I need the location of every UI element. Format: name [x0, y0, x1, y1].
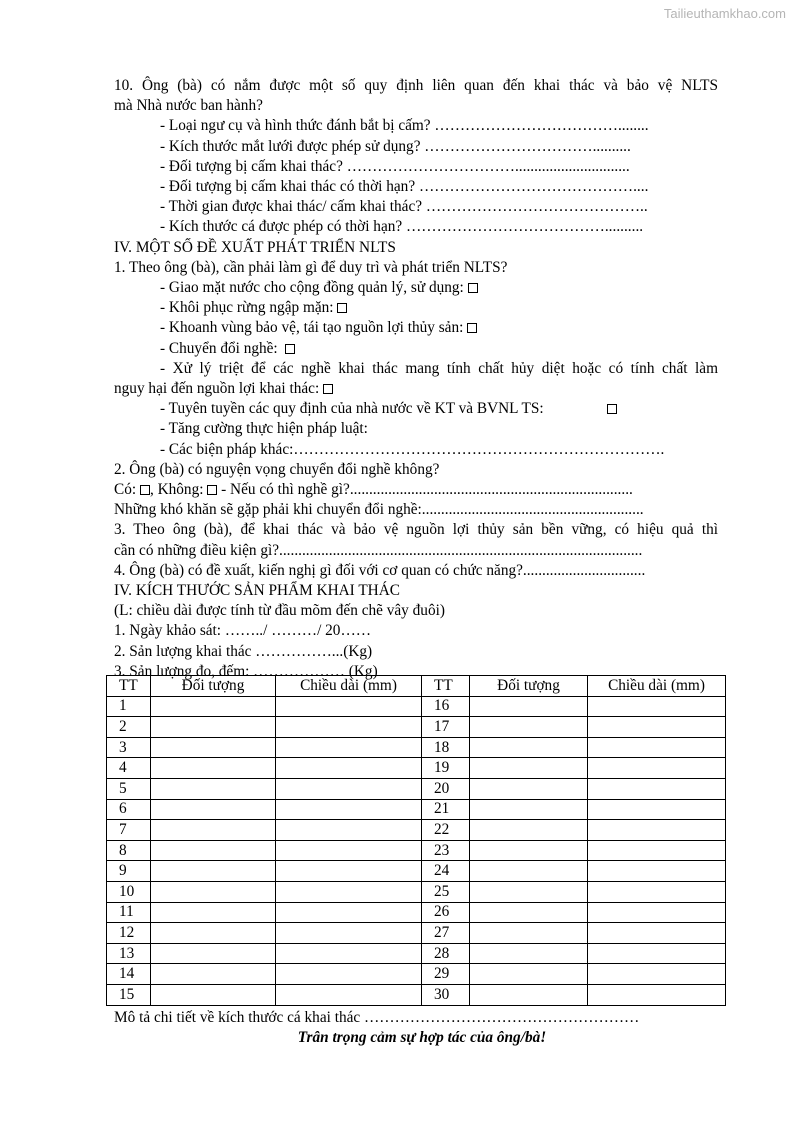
length-cell[interactable] [276, 717, 422, 738]
species-cell[interactable] [151, 717, 276, 738]
questionnaire-body [114, 76, 718, 682]
row-number-cell: 9 [107, 861, 151, 882]
table-row [107, 799, 726, 820]
option-label: - Tuyên tuyền các quy định của nhà nước về KT và BVNL TS: [160, 400, 544, 418]
table-row [107, 902, 726, 923]
species-cell[interactable] [470, 984, 588, 1005]
s5-catch: 2. Sản lượng khai thác ……………...(Kg) [114, 642, 373, 660]
length-cell[interactable] [588, 923, 726, 944]
col-header: TT [107, 676, 151, 697]
length-cell[interactable] [276, 861, 422, 882]
table-row [107, 861, 726, 882]
col-header: Đối tượng [151, 676, 276, 697]
row-number-cell: 21 [422, 799, 470, 820]
s5-measured: 3. Sản lượng đo, đếm: ……………… (Kg) [114, 662, 378, 680]
species-cell[interactable] [151, 964, 276, 985]
s4-q4: 4. Ông (bà) có đề xuất, kiến nghị gì đối với cơ quan có chức năng?................................ [114, 561, 646, 579]
species-cell[interactable] [470, 943, 588, 964]
length-cell[interactable] [276, 984, 422, 1005]
s4-q3-line1: 3. Theo ông (bà), để khai thác và bảo vệ nguồn lợi thủy sản bền vững, có hiệu quả thì [114, 521, 718, 539]
no-label: , Không: [149, 481, 204, 499]
option-line: - Các biện pháp khác:………………………………………………………………. [160, 440, 665, 458]
table-row [107, 881, 726, 902]
option-row [114, 298, 718, 318]
option-row [114, 399, 718, 419]
row-number-cell: 16 [422, 696, 470, 717]
table-header-row [107, 676, 726, 697]
yes-checkbox[interactable] [140, 485, 150, 495]
length-cell[interactable] [588, 737, 726, 758]
length-cell[interactable] [588, 758, 726, 779]
length-cell[interactable] [276, 758, 422, 779]
species-cell[interactable] [151, 758, 276, 779]
length-cell[interactable] [276, 820, 422, 841]
option-line: - Xử lý triệt để các nghề khai thác mang tính chất hủy diệt hoặc có tính chất làm [160, 359, 718, 377]
table-body [107, 696, 726, 1005]
species-cell[interactable] [470, 778, 588, 799]
species-cell[interactable] [470, 902, 588, 923]
species-cell[interactable] [151, 840, 276, 861]
species-cell[interactable] [151, 737, 276, 758]
checkbox[interactable] [467, 323, 477, 333]
yes-label: Có: [114, 481, 137, 499]
measurement-table [106, 675, 726, 1006]
row-number-cell: 24 [422, 861, 470, 882]
checkbox[interactable] [337, 303, 347, 313]
species-cell[interactable] [151, 902, 276, 923]
row-number-cell: 22 [422, 820, 470, 841]
species-cell[interactable] [151, 696, 276, 717]
species-cell[interactable] [151, 881, 276, 902]
q10-line1: 10. Ông (bà) có nắm được một số quy định liên quan đến khai thác và bảo vệ NLTS [114, 77, 718, 94]
no-checkbox[interactable] [207, 485, 217, 495]
q10-item: - Đối tượng bị cấm khai thác có thời hạn? …………………………………….... [160, 178, 649, 196]
table-row [107, 943, 726, 964]
q10-item: - Kích thước mắt lưới được phép sử dụng? …………………………….......... [160, 137, 631, 155]
option-row [114, 339, 718, 359]
species-cell[interactable] [470, 820, 588, 841]
s4-q2-answer [114, 480, 718, 500]
col-header: Chiều dài (mm) [276, 676, 422, 697]
length-cell[interactable] [276, 840, 422, 861]
q10-line2: mà Nhà nước ban hành? [114, 97, 263, 115]
species-cell[interactable] [151, 923, 276, 944]
s5-date: 1. Ngày khảo sát: ……../ ………/ 20…… [114, 622, 372, 640]
row-number-cell: 25 [422, 881, 470, 902]
s4-q3-line2: cần có những điều kiện gì?............................................................................................... [114, 541, 643, 559]
row-number-cell: 5 [107, 778, 151, 799]
section5-heading: IV. KÍCH THƯỚC SẢN PHẨM KHAI THÁC [114, 582, 400, 600]
row-number-cell: 15 [107, 984, 151, 1005]
species-cell[interactable] [151, 820, 276, 841]
q10-item: - Kích thước cá được phép có thời hạn? ………………………………….......... [160, 218, 644, 236]
q10-item: - Loại ngư cụ và hình thức đánh bắt bị cấm? ………………………………........ [160, 117, 649, 135]
row-number-cell: 17 [422, 717, 470, 738]
table-row [107, 778, 726, 799]
length-cell[interactable] [276, 964, 422, 985]
table-row [107, 820, 726, 841]
length-cell[interactable] [276, 923, 422, 944]
species-cell[interactable] [151, 984, 276, 1005]
table-row [107, 696, 726, 717]
option-label: - Khoanh vùng bảo vệ, tái tạo nguồn lợi thủy sản: [160, 319, 464, 337]
length-cell[interactable] [276, 799, 422, 820]
col-header: TT [422, 676, 470, 697]
row-number-cell: 13 [107, 943, 151, 964]
species-cell[interactable] [151, 778, 276, 799]
species-cell[interactable] [470, 758, 588, 779]
row-number-cell: 11 [107, 902, 151, 923]
row-number-cell: 12 [107, 923, 151, 944]
row-number-cell: 20 [422, 778, 470, 799]
species-cell[interactable] [151, 943, 276, 964]
option-row [114, 278, 718, 298]
option-label: - Giao mặt nước cho cộng đồng quản lý, sử dụng: [160, 279, 464, 297]
table-row [107, 964, 726, 985]
row-number-cell: 28 [422, 943, 470, 964]
section4-heading: IV. MỘT SỐ ĐỀ XUẤT PHÁT TRIỂN NLTS [114, 238, 396, 256]
row-number-cell: 26 [422, 902, 470, 923]
row-number-cell: 6 [107, 799, 151, 820]
table-row [107, 737, 726, 758]
length-cell[interactable] [588, 696, 726, 717]
footer [114, 1008, 718, 1048]
q2-followup: - Nếu có thì nghề gì?.......................................................................... [221, 481, 633, 499]
table-row [107, 758, 726, 779]
thanks-note: Trân trọng cảm sự hợp tác của ông/bà! [297, 1029, 547, 1047]
length-cell[interactable] [588, 984, 726, 1005]
option-row [114, 379, 718, 399]
species-cell[interactable] [470, 861, 588, 882]
row-number-cell: 23 [422, 840, 470, 861]
table-row [107, 717, 726, 738]
s4-q1: 1. Theo ông (bà), cần phải làm gì để duy trì và phát triển NLTS? [114, 258, 508, 276]
s5-note: (L: chiều dài được tính từ đầu mõm đến chẽ vây đuôi) [114, 602, 445, 620]
col-header: Đối tượng [470, 676, 588, 697]
species-cell[interactable] [470, 881, 588, 902]
species-cell[interactable] [470, 696, 588, 717]
fish-size-description: Mô tả chi tiết về kích thước cá khai thác ……………………………………………… [114, 1009, 640, 1026]
watermark: Tailieuthamkhao.com [663, 6, 786, 21]
s4-q2: 2. Ông (bà) có nguyện vọng chuyển đổi nghề không? [114, 460, 440, 478]
length-cell[interactable] [588, 902, 726, 923]
table-row [107, 840, 726, 861]
species-cell[interactable] [470, 799, 588, 820]
length-cell[interactable] [588, 881, 726, 902]
length-cell[interactable] [588, 964, 726, 985]
option-line: - Tăng cường thực hiện pháp luật: [160, 420, 368, 438]
row-number-cell: 27 [422, 923, 470, 944]
length-cell[interactable] [276, 696, 422, 717]
row-number-cell: 8 [107, 840, 151, 861]
option-row [114, 318, 718, 338]
length-cell[interactable] [276, 902, 422, 923]
length-cell[interactable] [588, 943, 726, 964]
option-label: - Khôi phục rừng ngập mặn: [160, 299, 334, 317]
row-number-cell: 30 [422, 984, 470, 1005]
species-cell[interactable] [151, 861, 276, 882]
option-label: nguy hại đến nguồn lợi khai thác: [114, 380, 320, 398]
row-number-cell: 1 [107, 696, 151, 717]
length-cell[interactable] [588, 861, 726, 882]
row-number-cell: 29 [422, 964, 470, 985]
row-number-cell: 4 [107, 758, 151, 779]
species-cell[interactable] [470, 840, 588, 861]
row-number-cell: 19 [422, 758, 470, 779]
row-number-cell: 14 [107, 964, 151, 985]
option-label: - Chuyển đổi nghề: [160, 339, 278, 357]
species-cell[interactable] [470, 923, 588, 944]
species-cell[interactable] [151, 799, 276, 820]
table-row [107, 984, 726, 1005]
checkbox[interactable] [285, 344, 295, 354]
length-cell[interactable] [276, 943, 422, 964]
species-cell[interactable] [470, 737, 588, 758]
checkbox[interactable] [323, 384, 333, 394]
species-cell[interactable] [470, 964, 588, 985]
species-cell[interactable] [470, 717, 588, 738]
length-cell[interactable] [276, 737, 422, 758]
row-number-cell: 2 [107, 717, 151, 738]
col-header: Chiều dài (mm) [588, 676, 726, 697]
q10-item: - Thời gian được khai thác/ cấm khai thác? …………………………………….. [160, 198, 648, 216]
row-number-cell: 18 [422, 737, 470, 758]
checkbox[interactable] [468, 283, 478, 293]
row-number-cell: 10 [107, 881, 151, 902]
length-cell[interactable] [588, 799, 726, 820]
checkbox[interactable] [607, 404, 617, 414]
length-cell[interactable] [588, 717, 726, 738]
s4-q2-difficulty: Những khó khăn sẽ gặp phải khi chuyển đổi nghề:.......................................................... [114, 501, 644, 519]
row-number-cell: 7 [107, 820, 151, 841]
length-cell[interactable] [276, 778, 422, 799]
row-number-cell: 3 [107, 737, 151, 758]
q10-item: - Đối tượng bị cấm khai thác? …………………………….............................. [160, 157, 630, 175]
length-cell[interactable] [276, 881, 422, 902]
length-cell[interactable] [588, 820, 726, 841]
length-cell[interactable] [588, 778, 726, 799]
length-cell[interactable] [588, 840, 726, 861]
table-row [107, 923, 726, 944]
